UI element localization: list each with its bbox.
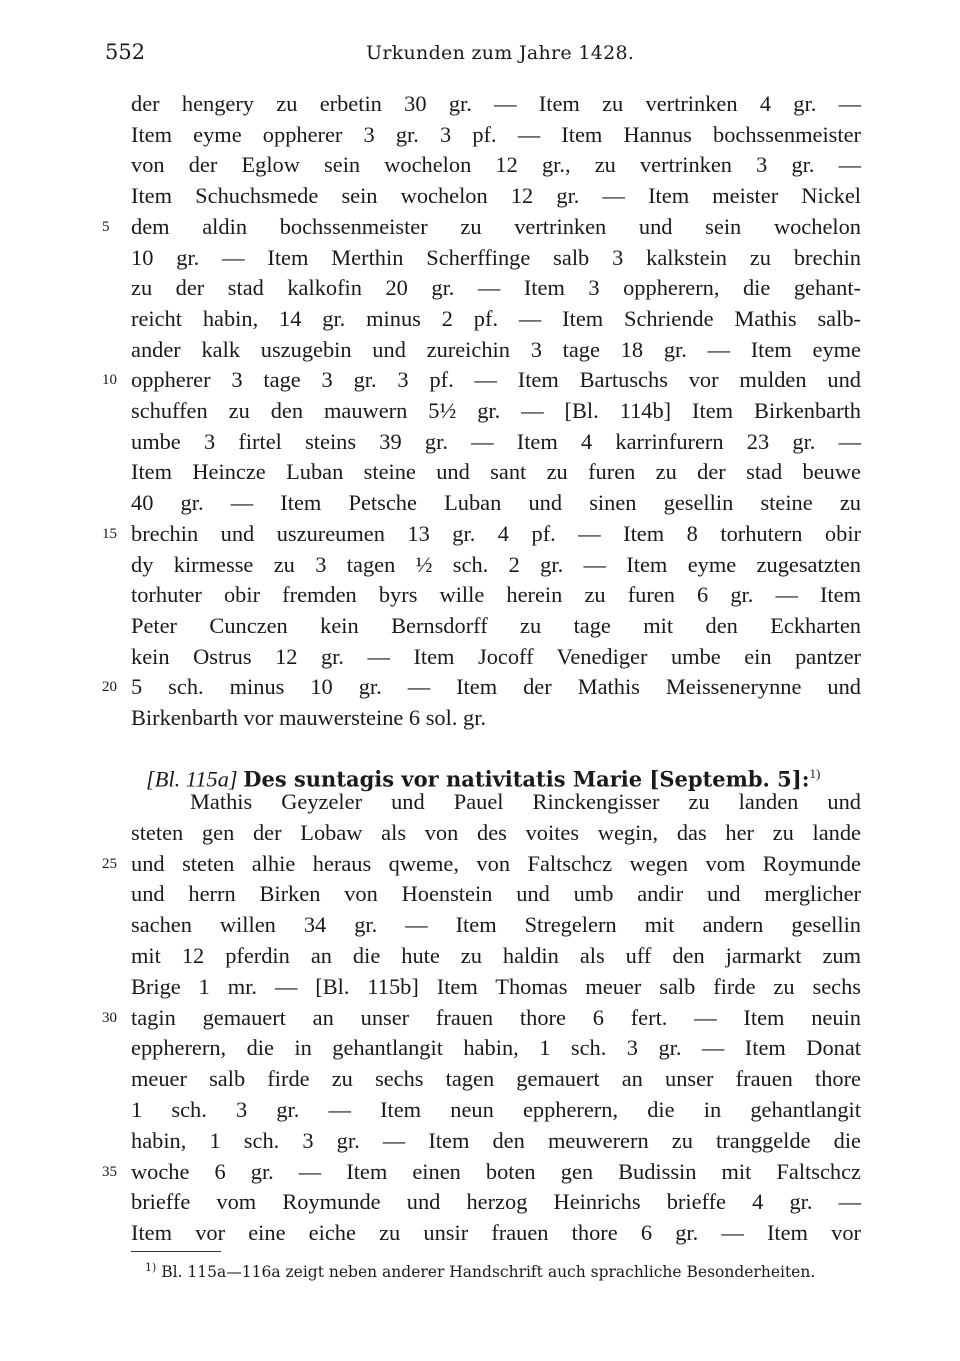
line-number: 20 xyxy=(102,679,117,696)
text-line: 10 gr. — Item Merthin Scherffinge salb 3 kalkstein zu brechin xyxy=(131,244,861,270)
text-line: Item vor eine eiche zu unsir frauen thore 6 gr. — Item vor xyxy=(131,1220,861,1246)
line-number: 15 xyxy=(102,525,117,542)
running-title: Urkunden zum Jahre 1428. xyxy=(366,42,635,64)
text-line: 5 sch. minus 10 gr. — Item der Mathis Meissenerynne und xyxy=(131,674,861,700)
line-number: 25 xyxy=(102,855,117,872)
footnote-number: 1) xyxy=(145,1261,157,1274)
text-line: der hengery zu erbetin 30 gr. — Item zu vertrinken 4 gr. — xyxy=(131,91,861,116)
text-line: brechin und uszureumen 13 gr. 4 pf. — Item 8 torhutern obir xyxy=(131,520,861,546)
text-line: Item Schuchsmede sein wochelon 12 gr. — Item meister Nickel xyxy=(131,183,861,209)
text-line: umbe 3 firtel steins 39 gr. — Item 4 karrinfurern 23 gr. — xyxy=(131,428,861,454)
footnote-rule xyxy=(131,1251,221,1252)
text-line: Mathis Geyzeler und Pauel Rinckengisser zu landen und xyxy=(190,789,861,814)
text-line: 1 sch. 3 gr. — Item neun eppherern, die in gehantlangit xyxy=(131,1097,861,1122)
text-line: Item Heincze Luban steine und sant zu furen zu der stad beuwe xyxy=(131,459,861,485)
folio-reference: [Bl. 115a] xyxy=(146,766,238,792)
text-line: Birkenbarth vor mauwersteine 6 sol. gr. xyxy=(131,705,487,730)
text-line: schuffen zu den mauwern 5½ gr. — [Bl. 114b] Item Birkenbarth xyxy=(131,398,861,423)
page-number: 552 xyxy=(105,40,146,64)
text-line: steten gen der Lobaw als von des voites wegin, das her zu lande xyxy=(131,819,861,845)
text-line: 40 gr. — Item Petsche Luban und sinen gesellin steine zu xyxy=(131,490,861,516)
text-line: dem aldin bochssenmeister zu vertrinken und sein wochelon xyxy=(131,213,861,239)
text-line: von der Eglow sein wochelon 12 gr., zu vertrinken 3 gr. — xyxy=(131,152,861,178)
line-number: 35 xyxy=(102,1163,117,1180)
footnote-marker: 1) xyxy=(809,766,821,781)
text-line: mit 12 pferdin an die hute zu haldin als uff den jarmarkt zum xyxy=(131,943,861,968)
text-line: reicht habin, 14 gr. minus 2 pf. — Item Schriende Mathis salb- xyxy=(131,305,861,331)
text-line: eppherern, die in gehantlangit habin, 1 sch. 3 gr. — Item Donat xyxy=(131,1035,861,1061)
text-line: oppherer 3 tage 3 gr. 3 pf. — Item Bartuschs vor mulden und xyxy=(131,367,861,393)
text-line: Peter Cunczen kein Bernsdorff zu tage mit den Eckharten xyxy=(131,612,861,638)
line-number: 5 xyxy=(102,218,110,235)
line-number: 30 xyxy=(102,1009,117,1026)
text-line: brieffe vom Roymunde und herzog Heinrichs brieffe 4 gr. — xyxy=(131,1189,861,1215)
text-line: meuer salb firde zu sechs tagen gemauert an unser frauen thore xyxy=(131,1066,861,1092)
text-line: und steten alhie heraus qweme, von Faltschcz wegen vom Roymunde xyxy=(131,850,861,876)
text-line: und herrn Birken von Hoenstein und umb andir und merglicher xyxy=(131,881,861,907)
text-line: woche 6 gr. — Item einen boten gen Budissin mit Faltschcz xyxy=(131,1158,861,1184)
page-header xyxy=(105,40,865,70)
text-line: Brige 1 mr. — [Bl. 115b] Item Thomas meuer salb firde zu sechs xyxy=(131,973,861,999)
text-line: torhuter obir fremden byrs wille herein zu furen 6 gr. — Item xyxy=(131,582,861,608)
footnote xyxy=(145,1256,865,1284)
text-line: ander kalk uszugebin und zureichin 3 tage 18 gr. — Item eyme xyxy=(131,336,861,362)
text-line: tagin gemauert an unser frauen thore 6 fert. — Item neuin xyxy=(131,1004,861,1030)
text-line: habin, 1 sch. 3 gr. — Item den meuwerern zu tranggelde die xyxy=(131,1127,861,1153)
text-line: zu der stad kalkofin 20 gr. — Item 3 oppherern, die gehant- xyxy=(131,275,861,301)
section-heading xyxy=(146,757,866,791)
line-number: 10 xyxy=(102,372,117,389)
text-line: kein Ostrus 12 gr. — Item Jocoff Venediger umbe ein pantzer xyxy=(131,643,861,669)
section-title: Des suntagis vor nativitatis Marie [Septemb. 5]: xyxy=(243,766,810,792)
footnote-text: Bl. 115a—116a zeigt neben anderer Handschrift auch sprachliche Besonderheiten. xyxy=(161,1263,816,1282)
text-line: Item eyme oppherer 3 gr. 3 pf. — Item Hannus bochssenmeister xyxy=(131,121,861,147)
text-line: sachen willen 34 gr. — Item Stregelern mit andern gesellin xyxy=(131,912,861,938)
text-line: dy kirmesse zu 3 tagen ½ sch. 2 gr. — Item eyme zugesatzten xyxy=(131,551,861,577)
